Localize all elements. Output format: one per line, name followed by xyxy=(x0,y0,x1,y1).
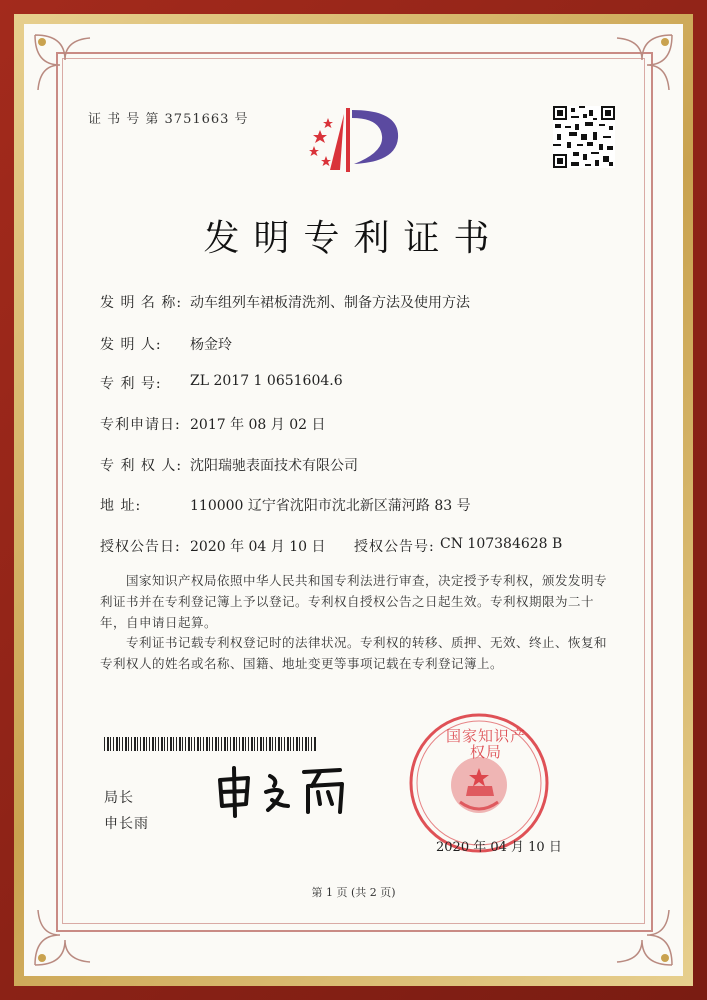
paragraph-legal-status: 专利证书记载专利权登记时的法律状况。专利权的转移、质押、无效、终止、恢复和专利权人的姓名或名称、国籍、地址变更等事项记载在专利登记簿上。 xyxy=(100,635,608,671)
invention-name-label: 发 明 名 称: xyxy=(100,295,183,311)
grant-date-label: 授权公告日: xyxy=(100,539,181,555)
corner-ornament-icon xyxy=(607,900,677,970)
page-footer: 第 1 页 (共 2 页) xyxy=(311,886,396,899)
inventor-label: 发 明 人: xyxy=(100,337,162,353)
paragraph-grant-statement: 国家知识产权局依照中华人民共和国专利法进行审查，决定授予专利权，颁发发明专利证书并在专利登记簿上予以登记。专利权自授权公告之日起生效。专利权期限为二十年，自申请日起算。 xyxy=(100,573,608,630)
grant-date-value: 2020 年 04 月 10 日 xyxy=(190,539,326,555)
barcode xyxy=(104,737,316,751)
address-value: 110000 辽宁省沈阳市沈北新区蒲河路 83 号 xyxy=(190,498,471,514)
seal-date: 2020 年 04 月 10 日 xyxy=(436,840,562,855)
qr-code-icon xyxy=(553,106,615,168)
certificate-title: 发明专利证书 xyxy=(203,218,504,259)
corner-ornament-icon xyxy=(30,900,100,970)
address-label: 地 址: xyxy=(100,498,142,514)
filing-date-label: 专利申请日: xyxy=(100,417,181,433)
patent-number-label: 专 利 号: xyxy=(100,376,162,392)
signature-icon xyxy=(208,762,358,820)
corner-ornament-icon xyxy=(607,30,677,100)
grant-number-value: CN 107384628 B xyxy=(440,536,563,552)
cnipa-logo-icon xyxy=(300,100,410,180)
signatory-name: 申长雨 xyxy=(104,816,149,832)
certificate-number: 证 书 号 第 3751663 号 xyxy=(88,112,249,127)
corner-ornament-icon xyxy=(30,30,100,100)
signatory-title: 局长 xyxy=(104,790,134,806)
patentee-value: 沈阳瑞驰表面技术有限公司 xyxy=(190,458,358,474)
inventor-value: 杨金玲 xyxy=(190,337,232,353)
filing-date-value: 2017 年 08 月 02 日 xyxy=(190,417,326,433)
patentee-label: 专 利 权 人: xyxy=(100,458,183,474)
grant-number-label: 授权公告号: xyxy=(354,539,435,555)
invention-name-value: 动车组列车裙板清洗剂、制备方法及使用方法 xyxy=(190,295,470,311)
patent-number-value: ZL 2017 1 0651604.6 xyxy=(190,373,343,389)
seal-text: 国家知识产权局 xyxy=(446,727,527,761)
